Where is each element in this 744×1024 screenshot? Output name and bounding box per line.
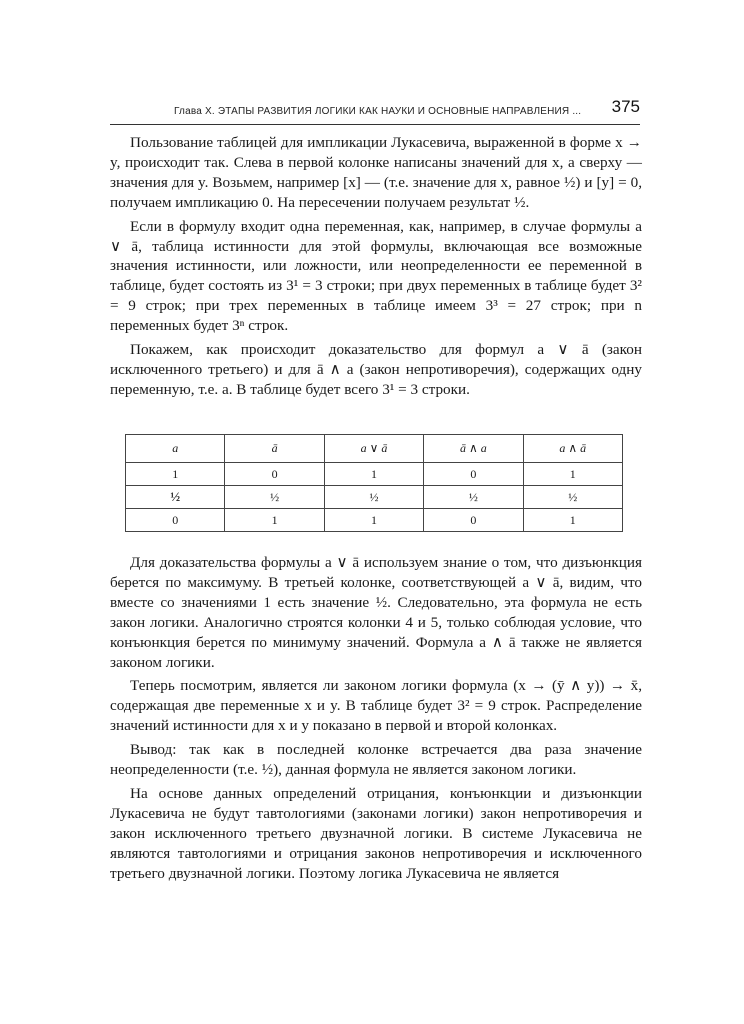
table-cell: 1	[324, 463, 423, 486]
table-cell: ½	[324, 486, 423, 509]
running-header	[110, 97, 640, 125]
paragraph: Покажем, как происходит доказательство для формул a ∨ ā (закон исключенного третьего) и для ā ∧ a (закон непротиворечия), содержащих одну переменную, т.е. a. В таблице будет всего 3¹ = 3 строки.	[110, 341, 642, 398]
column-header: ā	[225, 435, 324, 463]
table-row	[126, 486, 623, 509]
header-rule	[110, 124, 640, 125]
table-cell: ½	[126, 486, 225, 509]
text-block-bottom	[110, 553, 642, 888]
table-cell: 0	[225, 463, 324, 486]
paragraph: Пользование таблицей для импликации Лукасевича, выраженной в форме x → y, происходит так. Слева в первой колонке написаны значений для x, а сверху — значения для y. Возьмем, например [x] — (т.е. значение для x, равное ½) и [y] = 0, получаем импликацию 0. На пересечении получаем результат ½.	[110, 134, 642, 211]
table-cell: 1	[324, 509, 423, 532]
table-row	[126, 463, 623, 486]
paragraph: Для доказательства формулы a ∨ ā используем знание о том, что дизъюнкция берется по максимуму. В третьей колонке, соответствующей a ∨ ā, видим, что вместе со значениями 1 есть значение ½. Следовательно, эта формула не есть закон логики. Аналогично строятся колонки 4 и 5, только соблюдая условие, что конъюнкция берется по минимуму значений. Формула a ∧ ā также не является законом логики.	[110, 554, 642, 671]
column-header: a	[126, 435, 225, 463]
paragraph: На основе данных определений отрицания, конъюнкции и дизъюнкции Лукасевича не будут тавтологиями (законами логики) закон непротиворечия и закон исключенного третьего двузначной логики. В системе Лукасевича не являются тавтологиями и отрицания законов непротиворечия и исключенного третьего двузначной логики. Поэтому логика Лукасевича не является	[110, 784, 642, 882]
table-cell: 0	[126, 509, 225, 532]
table-cell: ½	[424, 486, 523, 509]
chapter-title: Глава X. ЭТАПЫ РАЗВИТИЯ ЛОГИКИ КАК НАУКИ И ОСНОВНЫЕ НАПРАВЛЕНИЯ ...	[174, 106, 582, 117]
table-header-row	[126, 435, 623, 463]
table-cell: 1	[225, 509, 324, 532]
table-cell: ½	[225, 486, 324, 509]
paragraph: Если в формулу входит одна переменная, как, например, в случае формулы a ∨ ā, таблица истинности для этой формулы, включающая все возможные значения истинности, или ложности, или неопределенности ее переменной в таблице, будет состоять из 3¹ = 3 строки; при двух переменных в таблице будет 3² = 9 строк; при трех переменных в таблице имеем 3³ = 27 строк; при n переменных будет 3ⁿ строк.	[110, 217, 642, 335]
table-cell: 1	[523, 509, 622, 532]
column-header: ā ∧ a	[424, 435, 523, 463]
table-cell: ½	[523, 486, 622, 509]
table-cell: 0	[424, 463, 523, 486]
page-number: 375	[611, 97, 640, 116]
table-cell: 1	[126, 463, 225, 486]
column-header: a ∧ ā	[523, 435, 622, 463]
paragraph: Теперь посмотрим, является ли законом логики формула (x → (ȳ ∧ y)) → x̄, содержащая две переменные x и y. В таблице будет 3² = 9 строк. Распределение значений истинности для x и y показано в первой и второй колонках.	[110, 677, 642, 735]
table-row	[126, 509, 623, 532]
column-header: a ∨ ā	[324, 435, 423, 463]
table-cell: 0	[424, 509, 523, 532]
table-cell: 1	[523, 463, 622, 486]
truth-table	[125, 434, 623, 532]
text-block-top	[110, 133, 642, 404]
paragraph: Вывод: так как в последней колонке встречается два раза значение неопределенности (т.е. ½), данная формула не является законом логики.	[110, 741, 642, 779]
